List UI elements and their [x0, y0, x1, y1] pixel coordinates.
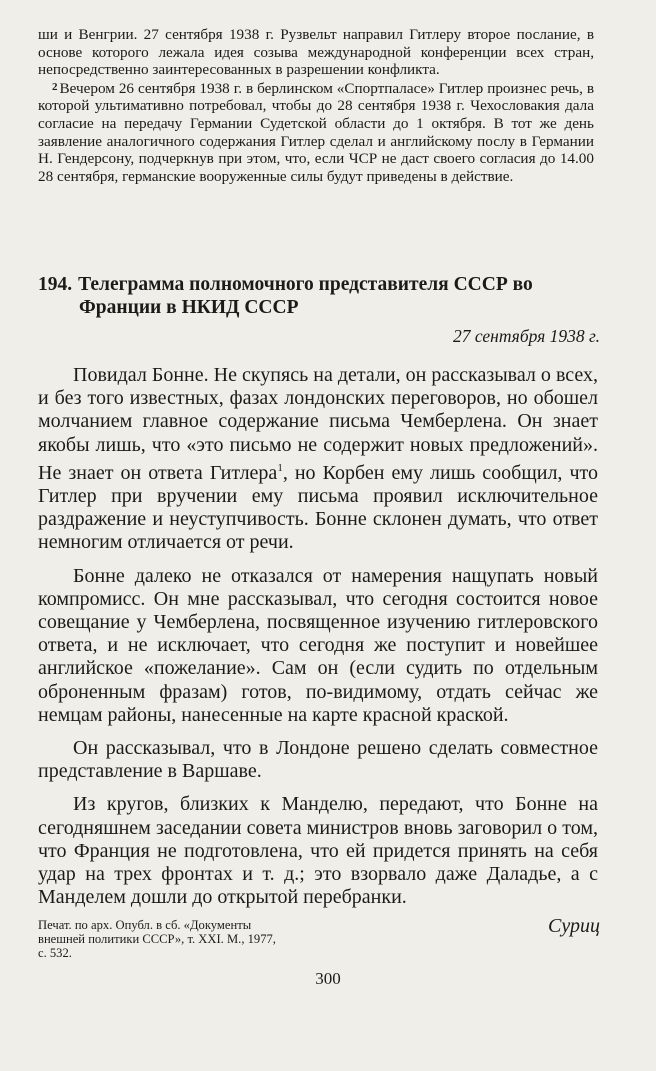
footnote-2 [38, 79, 594, 186]
source-note: Печат. по арх. Опубл. в сб. «Документы внешней политики СССР», т. XXI. М., 1977, с. 532. [38, 918, 276, 961]
page-number: 300 [315, 969, 341, 988]
footnote-marker: 2 [52, 80, 58, 93]
paragraph-1 [38, 364, 598, 555]
footnote-2-text: Вечером 26 сентября 1938 г. в берлинском «Спортпаласе» Гитлер произнес речь, в которой ультимативно потребовал, чтобы до 28 сентября 1938 г. Чехословакия дала согласие на передачу Германии Судетской области до 1 октября. В тот же день заявление аналогичного содержания Гитлер сделал и английскому послу в Германии Н. Гендерсону, подчеркнув при этом, что, если ЧСР не даст своего согласия до 14.00 28 сентября, германские вооруженные силы будут приведены в действие. [38, 79, 594, 185]
paragraph-1-end: , но Корбен ему лишь сообщил, что Гитлер при вручении ему письма проявил исключительное раздражение и неуступчивость. Бонне склонен думать, что ответ немногим отличается от речи. [38, 461, 598, 554]
document-title-line1: Телеграмма полномочного представителя СССР во [78, 274, 533, 295]
document-date: 27 сентября 1938 г. [452, 326, 600, 346]
footnote-continuation: ши и Венгрии. 27 сентября 1938 г. Рузвельт направил Гитлеру второе послание, в основе которого лежала идея созыва международной конференции всех стран, непосредственно заинтересованных в разрешении конфликта. [38, 26, 594, 79]
paragraph-1-start: Повидал Бонне. Не скупясь на детали, он рассказывал о всех, и без того известных, фазах лондонских переговоров, но обошел молчанием главное содержание письма Чемберлена. Он знает якобы лишь, что «это письмо не содержит новых предложений». Не знает он ответа Гитлера [38, 364, 598, 484]
paragraph-3: Он рассказывал, что в Лондоне решено сделать совместное представление в Варшаве. [38, 737, 598, 783]
paragraph-2: Бонне далеко не отказался от намерения нащупать новый компромисс. Он мне рассказывал, что сегодня состоится новое совещание у Чемберлена, посвященное изучению гитлеровского ответа, и не исключает, что сегодня же поступит и новейшее английское «пожелание». Сам он (если судить по отдельным оброненным фразам) готов, по-видимому, отдать сейчас же немцам районы, нанесенные на карте красной краской. [38, 564, 598, 726]
paragraph-4: Из кругов, близких к Манделю, передают, что Бонне на сегодняшнем заседании совета министров вновь заговорил о том, что Франция не подготовлена, что ей придется принять на себя удар на трех фронтах и т. д.; это взорвало даже Даладье, а с Манделем дошли до открытой перебранки. [38, 793, 598, 909]
document-number: 194. [38, 274, 73, 295]
telegram-body [38, 364, 598, 919]
footnote-reference: 1 [277, 461, 283, 474]
signature: Суриц [548, 915, 600, 937]
document-title [38, 273, 598, 319]
footnotes [38, 26, 594, 185]
document-title-line2: Франции в НКИД СССР [79, 297, 299, 318]
